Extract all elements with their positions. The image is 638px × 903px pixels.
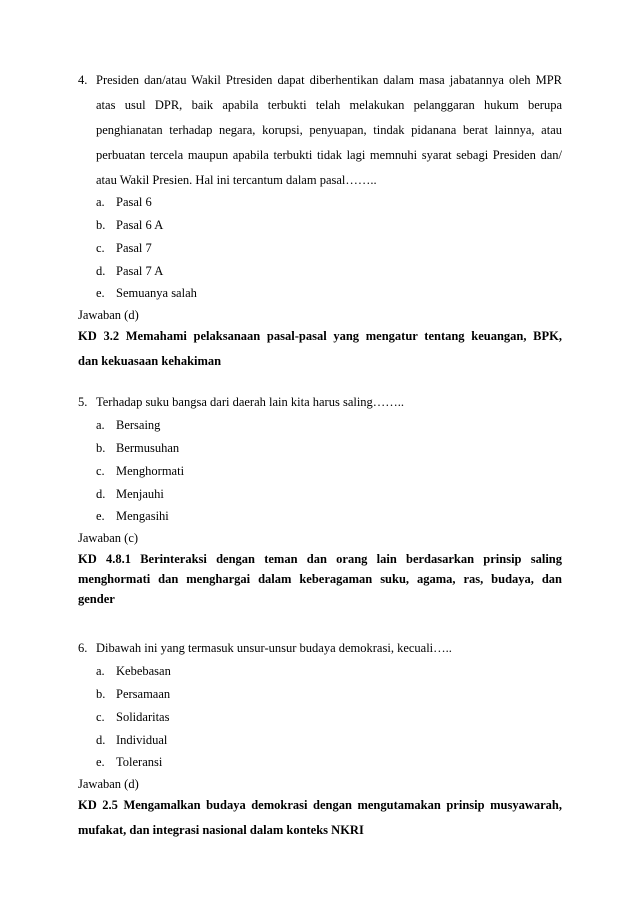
question-text-line: atau Wakil Presien. Hal ini tercantum dalam pasal…….. xyxy=(96,173,377,187)
option-letter: d. xyxy=(96,487,106,501)
option-letter: a. xyxy=(96,664,105,678)
option-c xyxy=(96,241,152,256)
answer-key: Jawaban (d) xyxy=(78,308,139,322)
option-b xyxy=(96,218,163,233)
option-letter: c. xyxy=(96,464,105,478)
option-letter: b. xyxy=(96,218,106,232)
option-letter: b. xyxy=(96,441,106,455)
option-text: Semuanya salah xyxy=(116,286,197,300)
question-text-line: Presiden dan/atau Wakil Ptresiden dapat diberhentikan dalam masa jabatannya oleh MPR xyxy=(96,73,562,87)
option-letter: a. xyxy=(96,418,105,432)
option-letter: e. xyxy=(96,286,105,300)
option-text: Solidaritas xyxy=(116,710,170,724)
option-c xyxy=(96,710,169,725)
question-text-line: penghianatan terhadap negara, korupsi, penyuapan, tindak pidanana berat lainnya, atau xyxy=(96,123,562,137)
option-text: Pasal 7 xyxy=(116,241,152,255)
option-text: Mengasihi xyxy=(116,509,169,523)
option-letter: e. xyxy=(96,755,105,769)
question-text-line: atas usul DPR, baik apabila terbukti telah melakukan pelanggaran hukum berupa xyxy=(96,98,562,112)
question-text-line: perbuatan tercela maupun apabila terbukti tidak lagi memnuhi syarat sebagi Presiden dan/ xyxy=(96,148,562,162)
option-text: Menghormati xyxy=(116,464,185,478)
option-c xyxy=(96,464,184,479)
option-text: Kebebasan xyxy=(116,664,171,678)
option-letter: a. xyxy=(96,195,105,209)
option-text: Pasal 6 A xyxy=(116,218,164,232)
option-a xyxy=(96,664,171,679)
option-a xyxy=(96,418,160,433)
option-letter: b. xyxy=(96,687,106,701)
option-text: Pasal 7 A xyxy=(116,264,164,278)
option-text: Pasal 6 xyxy=(116,195,152,209)
option-text: Bermusuhan xyxy=(116,441,180,455)
question-number: 4. xyxy=(78,73,88,87)
option-letter: d. xyxy=(96,264,106,278)
option-letter: d. xyxy=(96,733,106,747)
answer-key: Jawaban (c) xyxy=(78,531,139,545)
option-e xyxy=(96,286,197,301)
kd-heading-line: KD 4.8.1 Berinteraksi dengan teman dan orang lain berdasarkan prinsip saling xyxy=(78,552,562,566)
kd-heading-line: KD 3.2 Memahami pelaksanaan pasal-pasal yang mengatur tentang keuangan, BPK, xyxy=(78,329,562,343)
kd-heading-line: KD 2.5 Mengamalkan budaya demokrasi dengan mengutamakan prinsip musyawarah, xyxy=(78,798,562,812)
kd-heading-line: menghormati dan menghargai dalam keberagaman suku, agama, ras, budaya, dan xyxy=(78,572,562,586)
question-number: 6. xyxy=(78,641,88,655)
option-b xyxy=(96,687,170,702)
option-b xyxy=(96,441,179,456)
option-text: Individual xyxy=(116,733,168,747)
option-a xyxy=(96,195,152,210)
question-text-line: Dibawah ini yang termasuk unsur-unsur budaya demokrasi, kecuali….. xyxy=(96,641,452,655)
option-e xyxy=(96,509,169,524)
option-d xyxy=(96,487,164,502)
option-e xyxy=(96,755,162,770)
option-letter: e. xyxy=(96,509,105,523)
option-text: Persamaan xyxy=(116,687,171,701)
option-text: Menjauhi xyxy=(116,487,164,501)
kd-heading-line: gender xyxy=(78,592,115,606)
option-letter: c. xyxy=(96,241,105,255)
kd-heading-line: mufakat, dan integrasi nasional dalam konteks NKRI xyxy=(78,823,364,837)
kd-heading-line: dan kekuasaan kehakiman xyxy=(78,354,222,368)
answer-key: Jawaban (d) xyxy=(78,777,139,791)
option-text: Bersaing xyxy=(116,418,161,432)
option-d xyxy=(96,733,167,748)
option-d xyxy=(96,264,163,279)
option-text: Toleransi xyxy=(116,755,163,769)
option-letter: c. xyxy=(96,710,105,724)
question-number: 5. xyxy=(78,395,88,409)
question-text-line: Terhadap suku bangsa dari daerah lain kita harus saling…….. xyxy=(96,395,405,409)
